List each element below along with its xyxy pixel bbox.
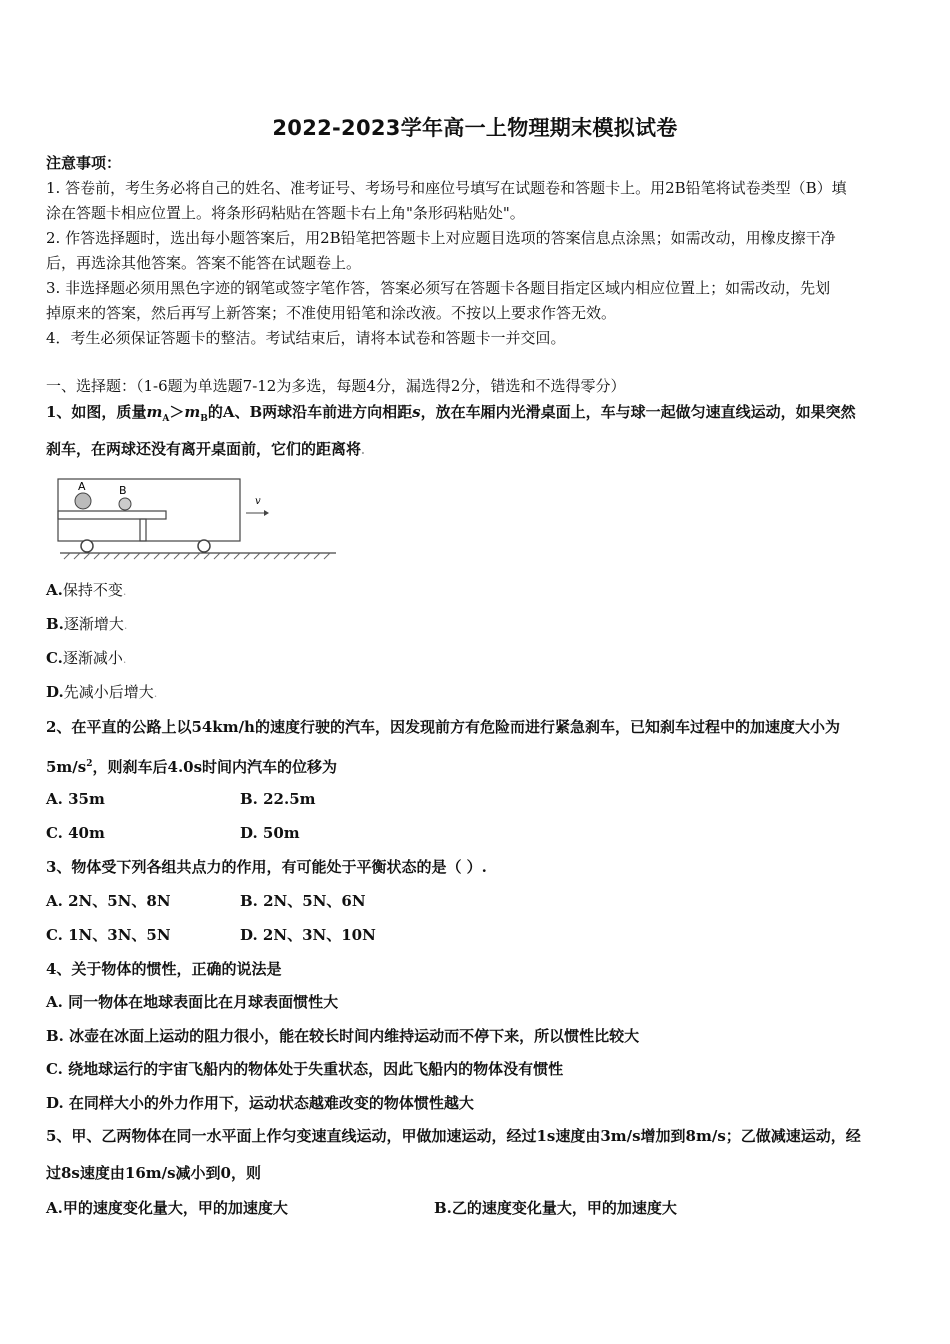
q4-option-b[interactable]: B. 冰壶在冰面上运动的阻力很小，能在较长时间内维持运动而不停下来，所以惯性比较大 xyxy=(46,1027,640,1045)
wheel-right xyxy=(198,540,210,552)
table-top xyxy=(58,511,166,519)
option-text: 逐渐增大 xyxy=(63,615,124,633)
ball-a-label: A xyxy=(78,480,86,493)
q2-unit: 5m/s xyxy=(46,758,87,776)
ball-b-label: B xyxy=(119,484,127,497)
trailing-dot: . xyxy=(153,687,158,700)
notice-heading: 注意事项： xyxy=(46,154,122,172)
q1-text-b: 的A、B两球沿车前进方向相距 xyxy=(207,403,413,421)
section-heading: 一、选择题：（1-6题为单选题7-12为多选，每题4分，漏选得2分，错选和不选得零分） xyxy=(46,377,626,395)
q5-option-b[interactable] xyxy=(434,1198,677,1218)
ball-b xyxy=(119,498,131,510)
question-4: 4、关于物体的惯性，正确的说法是 xyxy=(46,960,282,978)
q3-option-d[interactable]: D. 2N、3N、10N xyxy=(240,926,376,944)
option-letter: B. xyxy=(46,615,64,633)
q1-option-c[interactable] xyxy=(46,648,126,670)
q4-option-c[interactable]: C. 绕地球运行的宇宙飞船内的物体处于失重状态，因此飞船内的物体没有惯性 xyxy=(46,1060,564,1078)
notice-line: 后，再选涂其他答案。答案不能答在试题卷上。 xyxy=(46,254,362,272)
option-text: 乙的速度变化量大，甲的加速度大 xyxy=(451,1199,677,1217)
ball-a xyxy=(75,493,91,509)
option-letter: A. xyxy=(46,581,63,599)
option-text: 逐渐减小 xyxy=(62,649,123,667)
q1-line2-text: 刹车，在两球还没有离开桌面前，它们的距离将 xyxy=(46,440,362,458)
q3-option-b[interactable]: B. 2N、5N、6N xyxy=(240,892,366,910)
question-5-line-1: 5、甲、乙两物体在同一水平面上作匀变速直线运动，甲做加速运动，经过1s速度由3m/s增加到8m/s；乙做减速运动，经 xyxy=(46,1127,861,1145)
option-letter: C. xyxy=(46,649,63,667)
trailing-dot: . xyxy=(122,653,127,666)
q2-sup: 2 xyxy=(86,759,93,769)
wheel-left xyxy=(81,540,93,552)
option-letter: D. xyxy=(46,683,64,701)
option-text: 保持不变 xyxy=(62,581,123,599)
q1-m: m xyxy=(146,403,163,421)
q1-option-d[interactable] xyxy=(46,682,157,704)
q1-sub-b: B xyxy=(200,414,208,424)
q1-sub-a: A xyxy=(162,414,170,424)
cart-figure xyxy=(56,476,346,568)
ground-hatch xyxy=(64,553,330,559)
notice-line: 3. 非选择题必须用黑色字迹的钢笔或签字笔作答，答案必须写在答题卡各题目指定区域内相应位置上；如需改动，先划 xyxy=(46,279,831,297)
question-5-line-2: 过8s速度由16m/s减小到0，则 xyxy=(46,1164,261,1182)
option-letter: A. xyxy=(46,1199,63,1217)
notice-line: 2. 作答选择题时，选出每小题答案后，用2B铅笔把答题卡上对应题目选项的答案信息点涂黑；如需改动，用橡皮擦干净 xyxy=(46,229,836,247)
q1-text-c: ，放在车厢内光滑桌面上，车与球一起做匀速直线运动，如果突然 xyxy=(420,403,856,421)
q1-m: m xyxy=(184,403,201,421)
notice-line: 掉原来的答案，然后再写上新答案；不准使用铅笔和涂改液。不按以上要求作答无效。 xyxy=(46,304,617,322)
velocity-arrowhead xyxy=(264,510,269,516)
question-2-line-1: 2、在平直的公路上以54km/h的速度行驶的汽车，因发现前方有危险而进行紧急刹车，已知刹车过程中的加速度大小为 xyxy=(46,718,840,736)
q1-text-a: 1、如图，质量 xyxy=(46,403,147,421)
question-1-line-1 xyxy=(46,402,856,429)
trailing-dot: . xyxy=(123,619,128,632)
q4-option-d[interactable]: D. 在同样大小的外力作用下，运动状态越难改变的物体惯性越大 xyxy=(46,1094,474,1112)
trailing-dot: . xyxy=(122,585,127,598)
notice-line: 1. 答卷前，考生务必将自己的姓名、准考证号、考场号和座位号填写在试题卷和答题卡上。用2B铅笔将试卷类型（B）填 xyxy=(46,179,847,197)
trailing-dot: . xyxy=(361,444,365,457)
q1-option-a[interactable] xyxy=(46,580,126,602)
notice-line: 涂在答题卡相应位置上。将条形码粘贴在答题卡右上角"条形码粘贴处"。 xyxy=(46,204,525,222)
velocity-label: v xyxy=(255,496,261,507)
q3-option-a[interactable]: A. 2N、5N、8N xyxy=(46,892,171,910)
option-text: 甲的速度变化量大，甲的加速度大 xyxy=(62,1199,288,1217)
question-2-line-2 xyxy=(46,754,337,777)
q1-s: s xyxy=(412,403,421,421)
q2-option-b[interactable]: B. 22.5m xyxy=(240,790,316,808)
notice-line: 4．考生必须保证答题卡的整洁。考试结束后，请将本试卷和答题卡一并交回。 xyxy=(46,329,566,347)
question-3: 3、物体受下列各组共点力的作用，有可能处于平衡状态的是（ ）. xyxy=(46,858,487,876)
option-letter: B. xyxy=(434,1199,452,1217)
q2-option-c[interactable]: C. 40m xyxy=(46,824,105,842)
q2-option-a[interactable]: A. 35m xyxy=(46,790,105,808)
q2-option-d[interactable]: D. 50m xyxy=(240,824,300,842)
option-text: 先减小后增大 xyxy=(63,683,154,701)
table-leg xyxy=(140,519,146,541)
q2-text: ，则刹车后4.0s时间内汽车的位移为 xyxy=(92,758,338,776)
q5-option-a[interactable] xyxy=(46,1198,288,1218)
page-title: 2022-2023学年高一上物理期末模拟试卷 xyxy=(272,116,678,140)
q3-option-c[interactable]: C. 1N、3N、5N xyxy=(46,926,171,944)
q1-option-b[interactable] xyxy=(46,614,127,636)
q4-option-a[interactable]: A. 同一物体在地球表面比在月球表面惯性大 xyxy=(46,993,339,1011)
question-1-line-2 xyxy=(46,439,365,461)
q1-gt: ＞ xyxy=(169,403,185,421)
